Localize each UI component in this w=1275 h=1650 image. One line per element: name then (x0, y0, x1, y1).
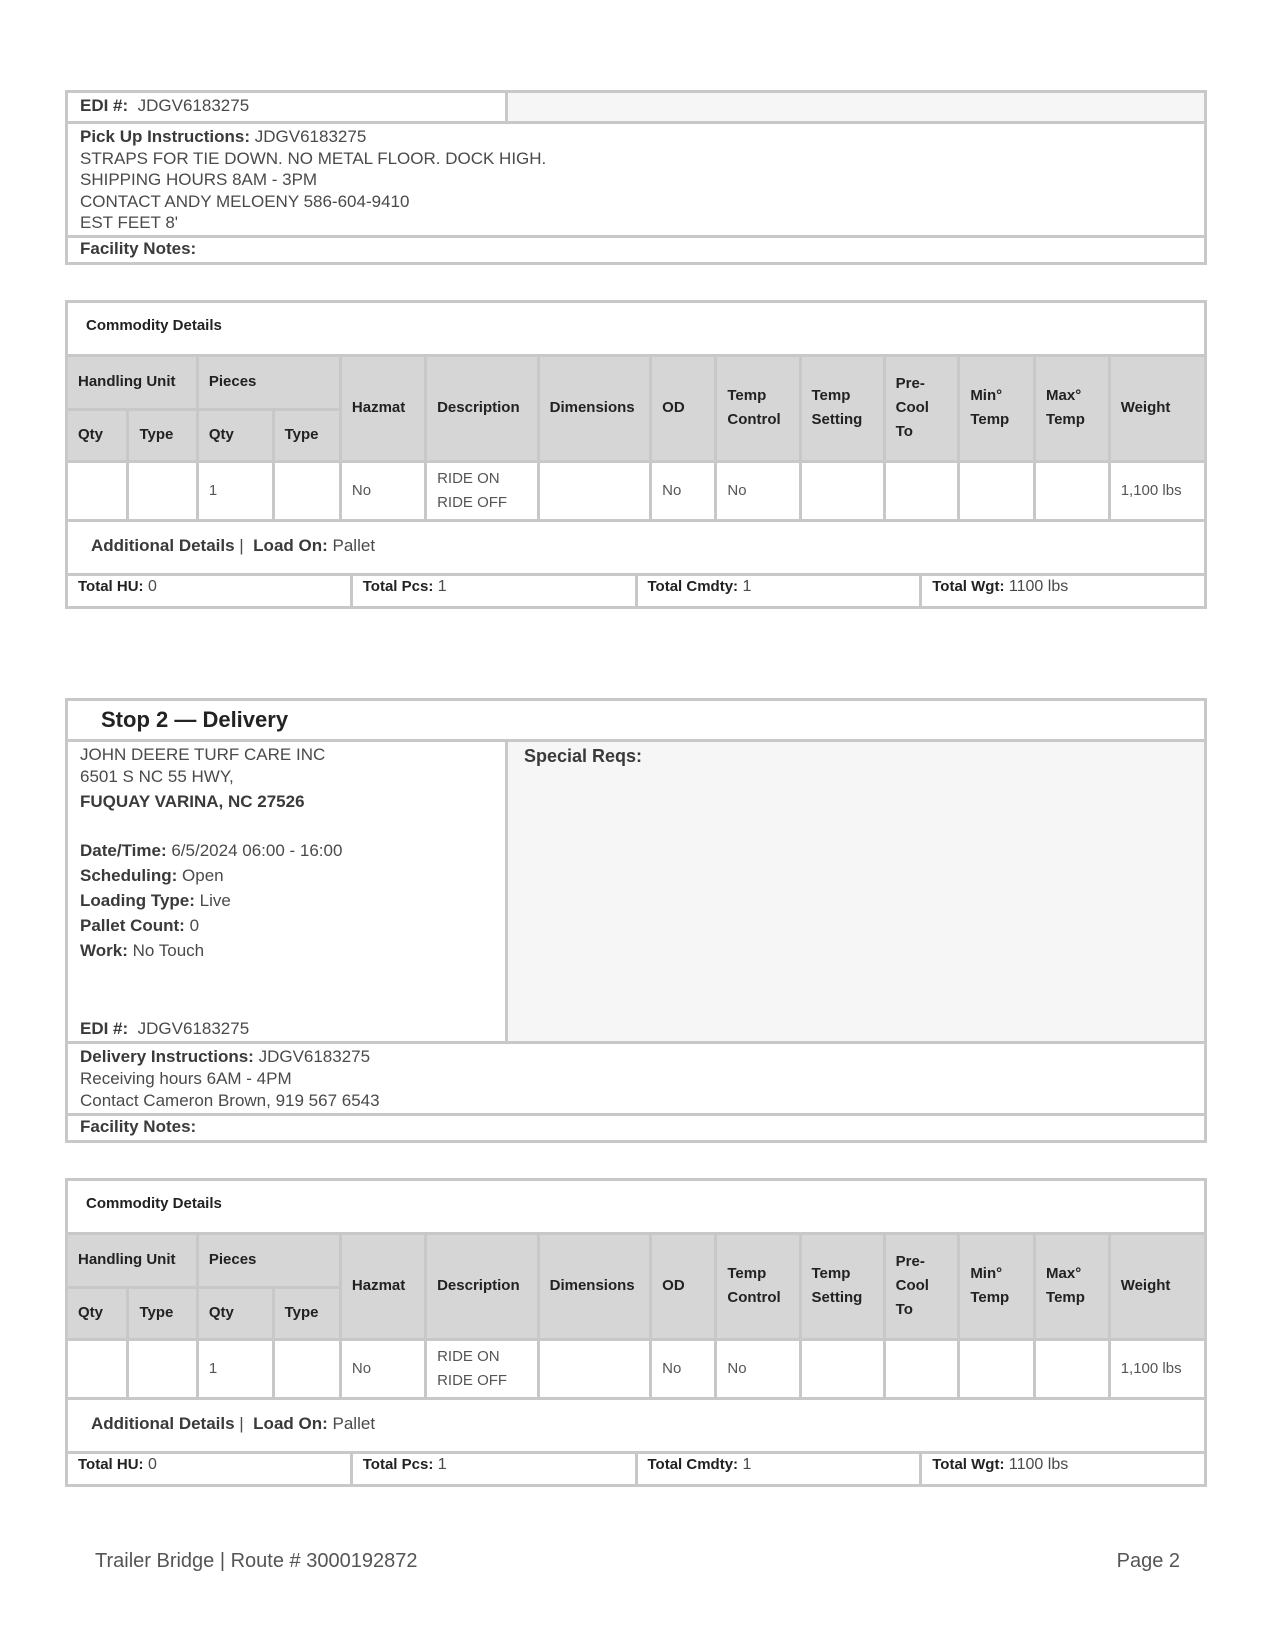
totals-row (68, 1454, 1204, 1484)
cell-pc-qty: 1 (197, 1339, 273, 1398)
col-pc-qty: Qty (197, 1287, 273, 1339)
address-line: 6501 S NC 55 HWY, (80, 767, 234, 786)
pickup-label: Pick Up Instructions: (80, 127, 251, 146)
col-pieces: Pieces (197, 357, 340, 409)
cell-description (426, 461, 539, 520)
cell-dimensions (538, 461, 651, 520)
total-cmdty-label: Total Cmdty: (647, 1455, 739, 1473)
cell-temp-setting (800, 461, 884, 520)
load-on-label: Load On: (253, 1413, 328, 1433)
cell-hazmat: No (340, 461, 425, 520)
company-name: JOHN DEERE TURF CARE INC (80, 745, 326, 764)
cell-pc-qty: 1 (197, 461, 273, 520)
pickup-line: SHIPPING HOURS 8AM - 3PM (80, 170, 318, 189)
cell-pre-cool (884, 461, 959, 520)
col-hu-type: Type (128, 409, 197, 461)
additional-details: Additional Details | Load On: Pallet (68, 1400, 1204, 1454)
cell-hu-qty (68, 1339, 128, 1398)
total-pcs-value: 1 (437, 577, 447, 595)
work-label: Work: (80, 941, 128, 960)
pickup-line: EST FEET 8' (80, 213, 179, 232)
load-on-value: Pallet (332, 1413, 376, 1433)
cell-description (426, 1339, 539, 1398)
cell-temp-control: No (716, 1339, 800, 1398)
special-reqs-label: Special Reqs: (524, 746, 643, 766)
cell-hazmat: No (340, 1339, 425, 1398)
total-pcs-label: Total Pcs: (362, 1455, 434, 1473)
facility-notes (68, 238, 1204, 262)
edi2-value: JDGV6183275 (137, 1019, 250, 1038)
additional-details: Additional Details | Load On: Pallet (68, 522, 1204, 576)
col-od: OD (651, 1235, 716, 1339)
commodity-title: Commodity Details (68, 1181, 1204, 1235)
cell-hu-type (128, 461, 197, 520)
col-max-temp: Max° Temp (1035, 1235, 1110, 1339)
col-min-temp: Min° Temp (959, 1235, 1035, 1339)
schedule-details (80, 838, 493, 963)
total-hu-value: 0 (148, 577, 157, 595)
description-line: RIDE OFF (437, 1371, 508, 1389)
col-pc-qty: Qty (197, 409, 273, 461)
delivery-line: Contact Cameron Brown, 919 567 6543 (80, 1091, 380, 1110)
description-line: RIDE ON (437, 1347, 500, 1365)
delivery-line: JDGV6183275 (258, 1047, 371, 1066)
load-on-label: Load On: (253, 535, 328, 555)
cell-weight: 1,100 lbs (1109, 1339, 1204, 1398)
col-hu-qty: Qty (68, 409, 128, 461)
commodity-table (68, 357, 1204, 522)
total-pcs-value: 1 (437, 1455, 447, 1473)
col-pc-type: Type (273, 409, 340, 461)
total-wgt-value: 1100 lbs (1008, 577, 1069, 595)
loading-value: Live (199, 891, 231, 910)
special-reqs (508, 742, 1204, 1041)
facility-notes-2 (68, 1116, 1204, 1140)
col-hu-type: Type (128, 1287, 197, 1339)
total-hu (68, 1454, 353, 1484)
cell-min-temp (959, 461, 1035, 520)
commodity-details-1 (65, 300, 1207, 609)
total-cmdty (638, 1454, 923, 1484)
cell-pc-type (273, 461, 340, 520)
city-state-zip: FUQUAY VARINA, NC 27526 (80, 792, 305, 811)
pickup-line: JDGV6183275 (254, 127, 367, 146)
stop2-details (68, 742, 508, 1041)
edi2-label: EDI #: (80, 1019, 129, 1038)
col-temp-setting: Temp Setting (800, 1235, 884, 1339)
col-pieces: Pieces (197, 1235, 340, 1287)
cell-weight: 1,100 lbs (1109, 461, 1204, 520)
cell-dimensions (538, 1339, 651, 1398)
cell-max-temp (1035, 1339, 1110, 1398)
footer-route: Trailer Bridge | Route # 3000192872 (95, 1550, 418, 1572)
edi2 (80, 1019, 249, 1039)
stop1-block (65, 90, 1207, 265)
col-min-temp: Min° Temp (959, 357, 1035, 461)
total-wgt-label: Total Wgt: (932, 577, 1005, 595)
table-row (68, 1339, 1204, 1398)
stop2-block (65, 698, 1207, 1143)
col-pre-cool: Pre-Cool To (884, 1235, 959, 1339)
total-wgt (922, 1454, 1204, 1484)
cell-od: No (651, 461, 716, 520)
total-pcs (353, 576, 638, 606)
edi-label: EDI #: (80, 96, 129, 115)
pallet-label: Pallet Count: (80, 916, 185, 935)
work-value: No Touch (132, 941, 205, 960)
loading-label: Loading Type: (80, 891, 195, 910)
pallet-value: 0 (189, 916, 200, 935)
col-description: Description (426, 357, 539, 461)
cell-od: No (651, 1339, 716, 1398)
load-on-value: Pallet (332, 535, 376, 555)
total-cmdty-value: 1 (742, 577, 752, 595)
commodity-table (68, 1235, 1204, 1400)
col-dimensions: Dimensions (538, 357, 651, 461)
cell-max-temp (1035, 461, 1110, 520)
col-weight: Weight (1109, 357, 1204, 461)
delivery-label: Delivery Instructions: (80, 1047, 254, 1066)
total-hu-label: Total HU: (78, 577, 144, 595)
col-pre-cool: Pre-Cool To (884, 357, 959, 461)
col-max-temp: Max° Temp (1035, 357, 1110, 461)
total-hu-value: 0 (148, 1455, 157, 1473)
total-pcs-label: Total Pcs: (362, 577, 434, 595)
col-temp-setting: Temp Setting (800, 357, 884, 461)
col-hu-qty: Qty (68, 1287, 128, 1339)
col-weight: Weight (1109, 1235, 1204, 1339)
delivery-line: Receiving hours 6AM - 4PM (80, 1069, 292, 1088)
cell-temp-setting (800, 1339, 884, 1398)
pickup-line: CONTACT ANDY MELOENY 586-604-9410 (80, 191, 410, 211)
col-temp-control: Temp Control (716, 1235, 800, 1339)
facility-label: Facility Notes: (80, 238, 197, 258)
table-row (68, 461, 1204, 520)
additional-label: Additional Details (91, 535, 235, 555)
datetime-value: 6/5/2024 06:00 - 16:00 (171, 841, 343, 860)
pickup-instructions (68, 124, 1204, 238)
col-dimensions: Dimensions (538, 1235, 651, 1339)
cell-min-temp (959, 1339, 1035, 1398)
col-hazmat: Hazmat (340, 357, 425, 461)
col-od: OD (651, 357, 716, 461)
total-wgt-label: Total Wgt: (932, 1455, 1005, 1473)
stop2-body (68, 742, 1204, 1044)
cell-pc-type (273, 1339, 340, 1398)
scheduling-value: Open (182, 866, 224, 885)
address (80, 744, 493, 813)
description-line: RIDE OFF (437, 493, 508, 511)
total-cmdty-label: Total Cmdty: (647, 577, 739, 595)
total-hu (68, 576, 353, 606)
total-cmdty-value: 1 (742, 1455, 752, 1473)
edi-row (68, 93, 1204, 124)
cell-pre-cool (884, 1339, 959, 1398)
col-handling-unit: Handling Unit (68, 1235, 197, 1287)
facility-label-2: Facility Notes: (80, 1117, 197, 1136)
stop2-title: Stop 2 — Delivery (68, 701, 1204, 742)
col-hazmat: Hazmat (340, 1235, 425, 1339)
col-temp-control: Temp Control (716, 357, 800, 461)
pickup-line: STRAPS FOR TIE DOWN. NO METAL FLOOR. DOCK HIGH. (80, 148, 547, 168)
total-wgt-value: 1100 lbs (1008, 1455, 1069, 1473)
commodity-title: Commodity Details (68, 303, 1204, 357)
commodity-details-2 (65, 1178, 1207, 1487)
total-hu-label: Total HU: (78, 1455, 144, 1473)
totals-row (68, 576, 1204, 606)
total-wgt (922, 576, 1204, 606)
cell-hu-qty (68, 461, 128, 520)
col-handling-unit: Handling Unit (68, 357, 197, 409)
cell-temp-control: No (716, 461, 800, 520)
cell-hu-type (128, 1339, 197, 1398)
total-cmdty (638, 576, 923, 606)
datetime-label: Date/Time: (80, 841, 167, 860)
footer-page-number: Page 2 (1116, 1550, 1180, 1572)
col-description: Description (426, 1235, 539, 1339)
edi-cell (68, 93, 508, 121)
additional-label: Additional Details (91, 1413, 235, 1433)
edi-empty-cell (508, 93, 1204, 121)
edi-value: JDGV6183275 (137, 96, 250, 115)
col-pc-type: Type (273, 1287, 340, 1339)
total-pcs (353, 1454, 638, 1484)
delivery-instructions (68, 1044, 1204, 1116)
scheduling-label: Scheduling: (80, 866, 178, 885)
description-line: RIDE ON (437, 469, 500, 487)
